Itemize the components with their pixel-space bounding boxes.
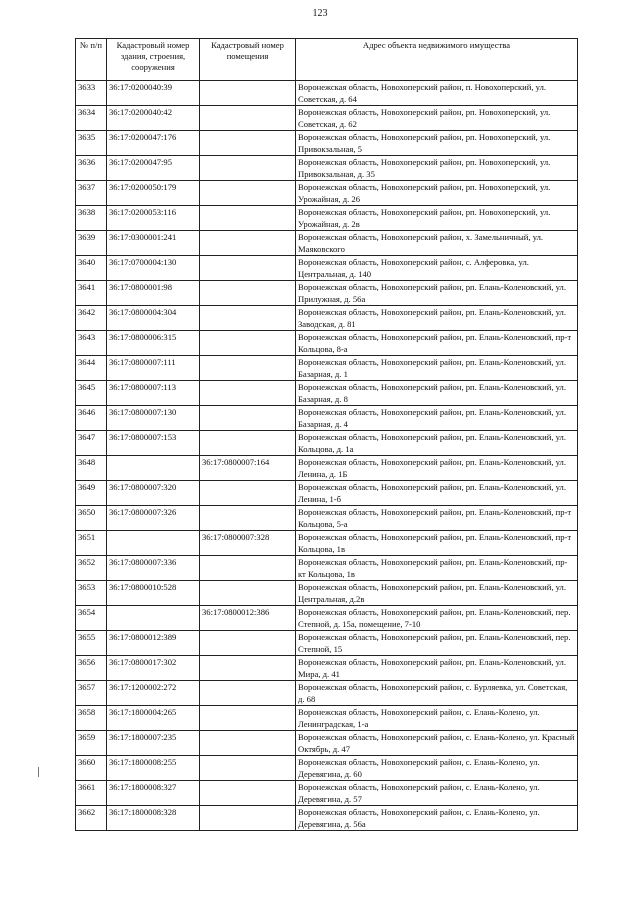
building-cadastral-cell: 36:17:0800007:113	[107, 381, 200, 406]
table-row	[76, 631, 578, 656]
table-header-row	[76, 39, 578, 81]
address-cell: Воронежская область, Новохоперский район, рп. Елань-Коленовский, ул. Мира, д. 41	[296, 656, 578, 681]
premise-cadastral-cell: 36:17:0800012:386	[200, 606, 296, 631]
building-cadastral-cell: 36:17:0200053:116	[107, 206, 200, 231]
address-cell: Воронежская область, Новохоперский район, х. Замельничный, ул. Маяковского	[296, 231, 578, 256]
building-cadastral-cell: 36:17:1800008:328	[107, 806, 200, 831]
table-row	[76, 781, 578, 806]
table-row	[76, 681, 578, 706]
premise-cadastral-cell: 36:17:0800007:328	[200, 531, 296, 556]
address-cell: Воронежская область, Новохоперский район, рп. Елань-Коленовский, ул. Центральная, д.2в	[296, 581, 578, 606]
header-address: Адрес объекта недвижимого имущества	[296, 39, 578, 81]
building-cadastral-cell: 36:17:0800007:153	[107, 431, 200, 456]
row-number-cell: 3659	[76, 731, 107, 756]
row-number-cell: 3653	[76, 581, 107, 606]
header-premise-cadastral: Кадастровый номер помещения	[200, 39, 296, 81]
row-number-cell: 3644	[76, 356, 107, 381]
premise-cadastral-cell	[200, 781, 296, 806]
premise-cadastral-cell	[200, 281, 296, 306]
premise-cadastral-cell	[200, 331, 296, 356]
building-cadastral-cell: 36:17:1200002:272	[107, 681, 200, 706]
row-number-cell: 3655	[76, 631, 107, 656]
building-cadastral-cell: 36:17:1800004:265	[107, 706, 200, 731]
table-row	[76, 456, 578, 481]
building-cadastral-cell: 36:17:0800001:98	[107, 281, 200, 306]
building-cadastral-cell	[107, 456, 200, 481]
table-row	[76, 306, 578, 331]
table-row	[76, 156, 578, 181]
header-number: № п/п	[76, 39, 107, 81]
address-cell: Воронежская область, Новохоперский район, рп. Елань-Коленовский, ул. Базарная, д. 1	[296, 356, 578, 381]
building-cadastral-cell	[107, 606, 200, 631]
building-cadastral-cell: 36:17:0200040:42	[107, 106, 200, 131]
address-cell: Воронежская область, Новохоперский район, с. Бурляевка, ул. Советская, д. 68	[296, 681, 578, 706]
address-cell: Воронежская область, Новохоперский район, рп. Елань-Коленовский, ул. Базарная, д. 8	[296, 381, 578, 406]
table-row	[76, 81, 578, 106]
building-cadastral-cell: 36:17:0700004:130	[107, 256, 200, 281]
table-row	[76, 581, 578, 606]
row-number-cell: 3662	[76, 806, 107, 831]
address-cell: Воронежская область, Новохоперский район, рп. Новохоперский, ул. Урожайная, д. 2в	[296, 206, 578, 231]
premise-cadastral-cell	[200, 131, 296, 156]
table-row	[76, 131, 578, 156]
address-cell: Воронежская область, Новохоперский район, рп. Елань-Коленовский, пр-т Кольцова, 8-а	[296, 331, 578, 356]
table-row	[76, 756, 578, 781]
address-cell: Воронежская область, Новохоперский район, рп. Елань-Коленовский, ул. Прилужная, д. 56а	[296, 281, 578, 306]
address-cell: Воронежская область, Новохоперский район, рп. Новохоперский, ул. Урожайная, д. 26	[296, 181, 578, 206]
premise-cadastral-cell	[200, 706, 296, 731]
table-row	[76, 481, 578, 506]
address-cell: Воронежская область, Новохоперский район, рп. Новохоперский, ул. Привокзальная, 5	[296, 131, 578, 156]
premise-cadastral-cell	[200, 731, 296, 756]
row-number-cell: 3658	[76, 706, 107, 731]
building-cadastral-cell: 36:17:0200050:179	[107, 181, 200, 206]
table-row	[76, 206, 578, 231]
premise-cadastral-cell	[200, 156, 296, 181]
premise-cadastral-cell	[200, 431, 296, 456]
address-cell: Воронежская область, Новохоперский район, рп. Елань-Коленовский, пер. Степной, д. 15а, помещение, 7-10	[296, 606, 578, 631]
premise-cadastral-cell	[200, 581, 296, 606]
header-building-cadastral: Кадастровый номер здания, строения, сооружения	[107, 39, 200, 81]
address-cell: Воронежская область, Новохоперский район, рп. Елань-Коленовский, ул. Кольцова, д. 1а	[296, 431, 578, 456]
address-cell: Воронежская область, Новохоперский район, рп. Елань-Коленовский, пр-кт Кольцова, 1в	[296, 556, 578, 581]
building-cadastral-cell: 36:17:0800007:111	[107, 356, 200, 381]
building-cadastral-cell: 36:17:0800007:130	[107, 406, 200, 431]
table-row	[76, 106, 578, 131]
table-row	[76, 731, 578, 756]
address-cell: Воронежская область, Новохоперский район, рп. Елань-Коленовский, ул. Базарная, д. 4	[296, 406, 578, 431]
premise-cadastral-cell	[200, 256, 296, 281]
table-row	[76, 531, 578, 556]
row-number-cell: 3641	[76, 281, 107, 306]
row-number-cell: 3643	[76, 331, 107, 356]
address-cell: Воронежская область, Новохоперский район, с. Елань-Колено, ул. Красный Октябрь, д. 47	[296, 731, 578, 756]
premise-cadastral-cell	[200, 206, 296, 231]
table-row	[76, 556, 578, 581]
building-cadastral-cell: 36:17:0300001:241	[107, 231, 200, 256]
page-number: 123	[312, 8, 328, 19]
table-row	[76, 656, 578, 681]
row-number-cell: 3654	[76, 606, 107, 631]
table-row	[76, 181, 578, 206]
table-row	[76, 431, 578, 456]
address-cell: Воронежская область, Новохоперский район, с. Алферовка, ул. Центральная, д. 140	[296, 256, 578, 281]
premise-cadastral-cell	[200, 231, 296, 256]
premise-cadastral-cell	[200, 406, 296, 431]
premise-cadastral-cell	[200, 681, 296, 706]
row-number-cell: 3645	[76, 381, 107, 406]
property-registry-table	[75, 38, 578, 831]
margin-mark	[38, 767, 39, 777]
building-cadastral-cell: 36:17:0800012:389	[107, 631, 200, 656]
row-number-cell: 3635	[76, 131, 107, 156]
address-cell: Воронежская область, Новохоперский район, рп. Елань-Коленовский, ул. Ленина, 1-б	[296, 481, 578, 506]
premise-cadastral-cell	[200, 306, 296, 331]
building-cadastral-cell: 36:17:0800007:320	[107, 481, 200, 506]
row-number-cell: 3661	[76, 781, 107, 806]
address-cell: Воронежская область, Новохоперский район, рп. Новохоперский, ул. Привокзальная, д. 35	[296, 156, 578, 181]
building-cadastral-cell: 36:17:0800017:302	[107, 656, 200, 681]
building-cadastral-cell: 36:17:0200047:176	[107, 131, 200, 156]
table-row	[76, 406, 578, 431]
premise-cadastral-cell	[200, 356, 296, 381]
row-number-cell: 3647	[76, 431, 107, 456]
row-number-cell: 3646	[76, 406, 107, 431]
row-number-cell: 3637	[76, 181, 107, 206]
premise-cadastral-cell: 36:17:0800007:164	[200, 456, 296, 481]
row-number-cell: 3634	[76, 106, 107, 131]
building-cadastral-cell: 36:17:0800004:304	[107, 306, 200, 331]
address-cell: Воронежская область, Новохоперский район, п. Новохоперский, ул. Советская, д. 64	[296, 81, 578, 106]
premise-cadastral-cell	[200, 656, 296, 681]
address-cell: Воронежская область, Новохоперский район, рп. Елань-Коленовский, пер. Степной, 15	[296, 631, 578, 656]
table-row	[76, 331, 578, 356]
building-cadastral-cell	[107, 531, 200, 556]
row-number-cell: 3640	[76, 256, 107, 281]
table-row	[76, 356, 578, 381]
row-number-cell: 3642	[76, 306, 107, 331]
address-cell: Воронежская область, Новохоперский район, с. Елань-Колено, ул. Деревягина, д. 60	[296, 756, 578, 781]
row-number-cell: 3660	[76, 756, 107, 781]
building-cadastral-cell: 36:17:1800007:235	[107, 731, 200, 756]
building-cadastral-cell: 36:17:0800006:315	[107, 331, 200, 356]
row-number-cell: 3633	[76, 81, 107, 106]
building-cadastral-cell: 36:17:1800008:255	[107, 756, 200, 781]
address-cell: Воронежская область, Новохоперский район, рп. Новохоперский, ул. Советская, д. 62	[296, 106, 578, 131]
building-cadastral-cell: 36:17:0200040:39	[107, 81, 200, 106]
table-row	[76, 231, 578, 256]
row-number-cell: 3639	[76, 231, 107, 256]
address-cell: Воронежская область, Новохоперский район, рп. Елань-Коленовский, пр-т Кольцова, 1в	[296, 531, 578, 556]
row-number-cell: 3652	[76, 556, 107, 581]
row-number-cell: 3636	[76, 156, 107, 181]
premise-cadastral-cell	[200, 556, 296, 581]
table-row	[76, 281, 578, 306]
table-body	[76, 81, 578, 831]
building-cadastral-cell: 36:17:0800007:336	[107, 556, 200, 581]
premise-cadastral-cell	[200, 506, 296, 531]
table-row	[76, 256, 578, 281]
table-row	[76, 506, 578, 531]
address-cell: Воронежская область, Новохоперский район, с. Елань-Колено, ул. Ленинградская, 1-а	[296, 706, 578, 731]
row-number-cell: 3657	[76, 681, 107, 706]
address-cell: Воронежская область, Новохоперский район, рп. Елань-Коленовский, пр-т Кольцова, 5-а	[296, 506, 578, 531]
building-cadastral-cell: 36:17:0800010:528	[107, 581, 200, 606]
premise-cadastral-cell	[200, 381, 296, 406]
building-cadastral-cell: 36:17:0200047:95	[107, 156, 200, 181]
building-cadastral-cell: 36:17:0800007:326	[107, 506, 200, 531]
premise-cadastral-cell	[200, 481, 296, 506]
building-cadastral-cell: 36:17:1800008:327	[107, 781, 200, 806]
row-number-cell: 3649	[76, 481, 107, 506]
premise-cadastral-cell	[200, 181, 296, 206]
premise-cadastral-cell	[200, 756, 296, 781]
row-number-cell: 3651	[76, 531, 107, 556]
address-cell: Воронежская область, Новохоперский район, рп. Елань-Коленовский, ул. Ленина, д. 1Б	[296, 456, 578, 481]
premise-cadastral-cell	[200, 106, 296, 131]
address-cell: Воронежская область, Новохоперский район, рп. Елань-Коленовский, ул. Заводская, д. 81	[296, 306, 578, 331]
row-number-cell: 3648	[76, 456, 107, 481]
address-cell: Воронежская область, Новохоперский район, с. Елань-Колено, ул. Деревягина, д. 56а	[296, 806, 578, 831]
row-number-cell: 3656	[76, 656, 107, 681]
premise-cadastral-cell	[200, 806, 296, 831]
premise-cadastral-cell	[200, 81, 296, 106]
table-row	[76, 606, 578, 631]
row-number-cell: 3650	[76, 506, 107, 531]
table-row	[76, 806, 578, 831]
address-cell: Воронежская область, Новохоперский район, с. Елань-Колено, ул. Деревягина, д. 57	[296, 781, 578, 806]
table-row	[76, 706, 578, 731]
table-row	[76, 381, 578, 406]
row-number-cell: 3638	[76, 206, 107, 231]
premise-cadastral-cell	[200, 631, 296, 656]
